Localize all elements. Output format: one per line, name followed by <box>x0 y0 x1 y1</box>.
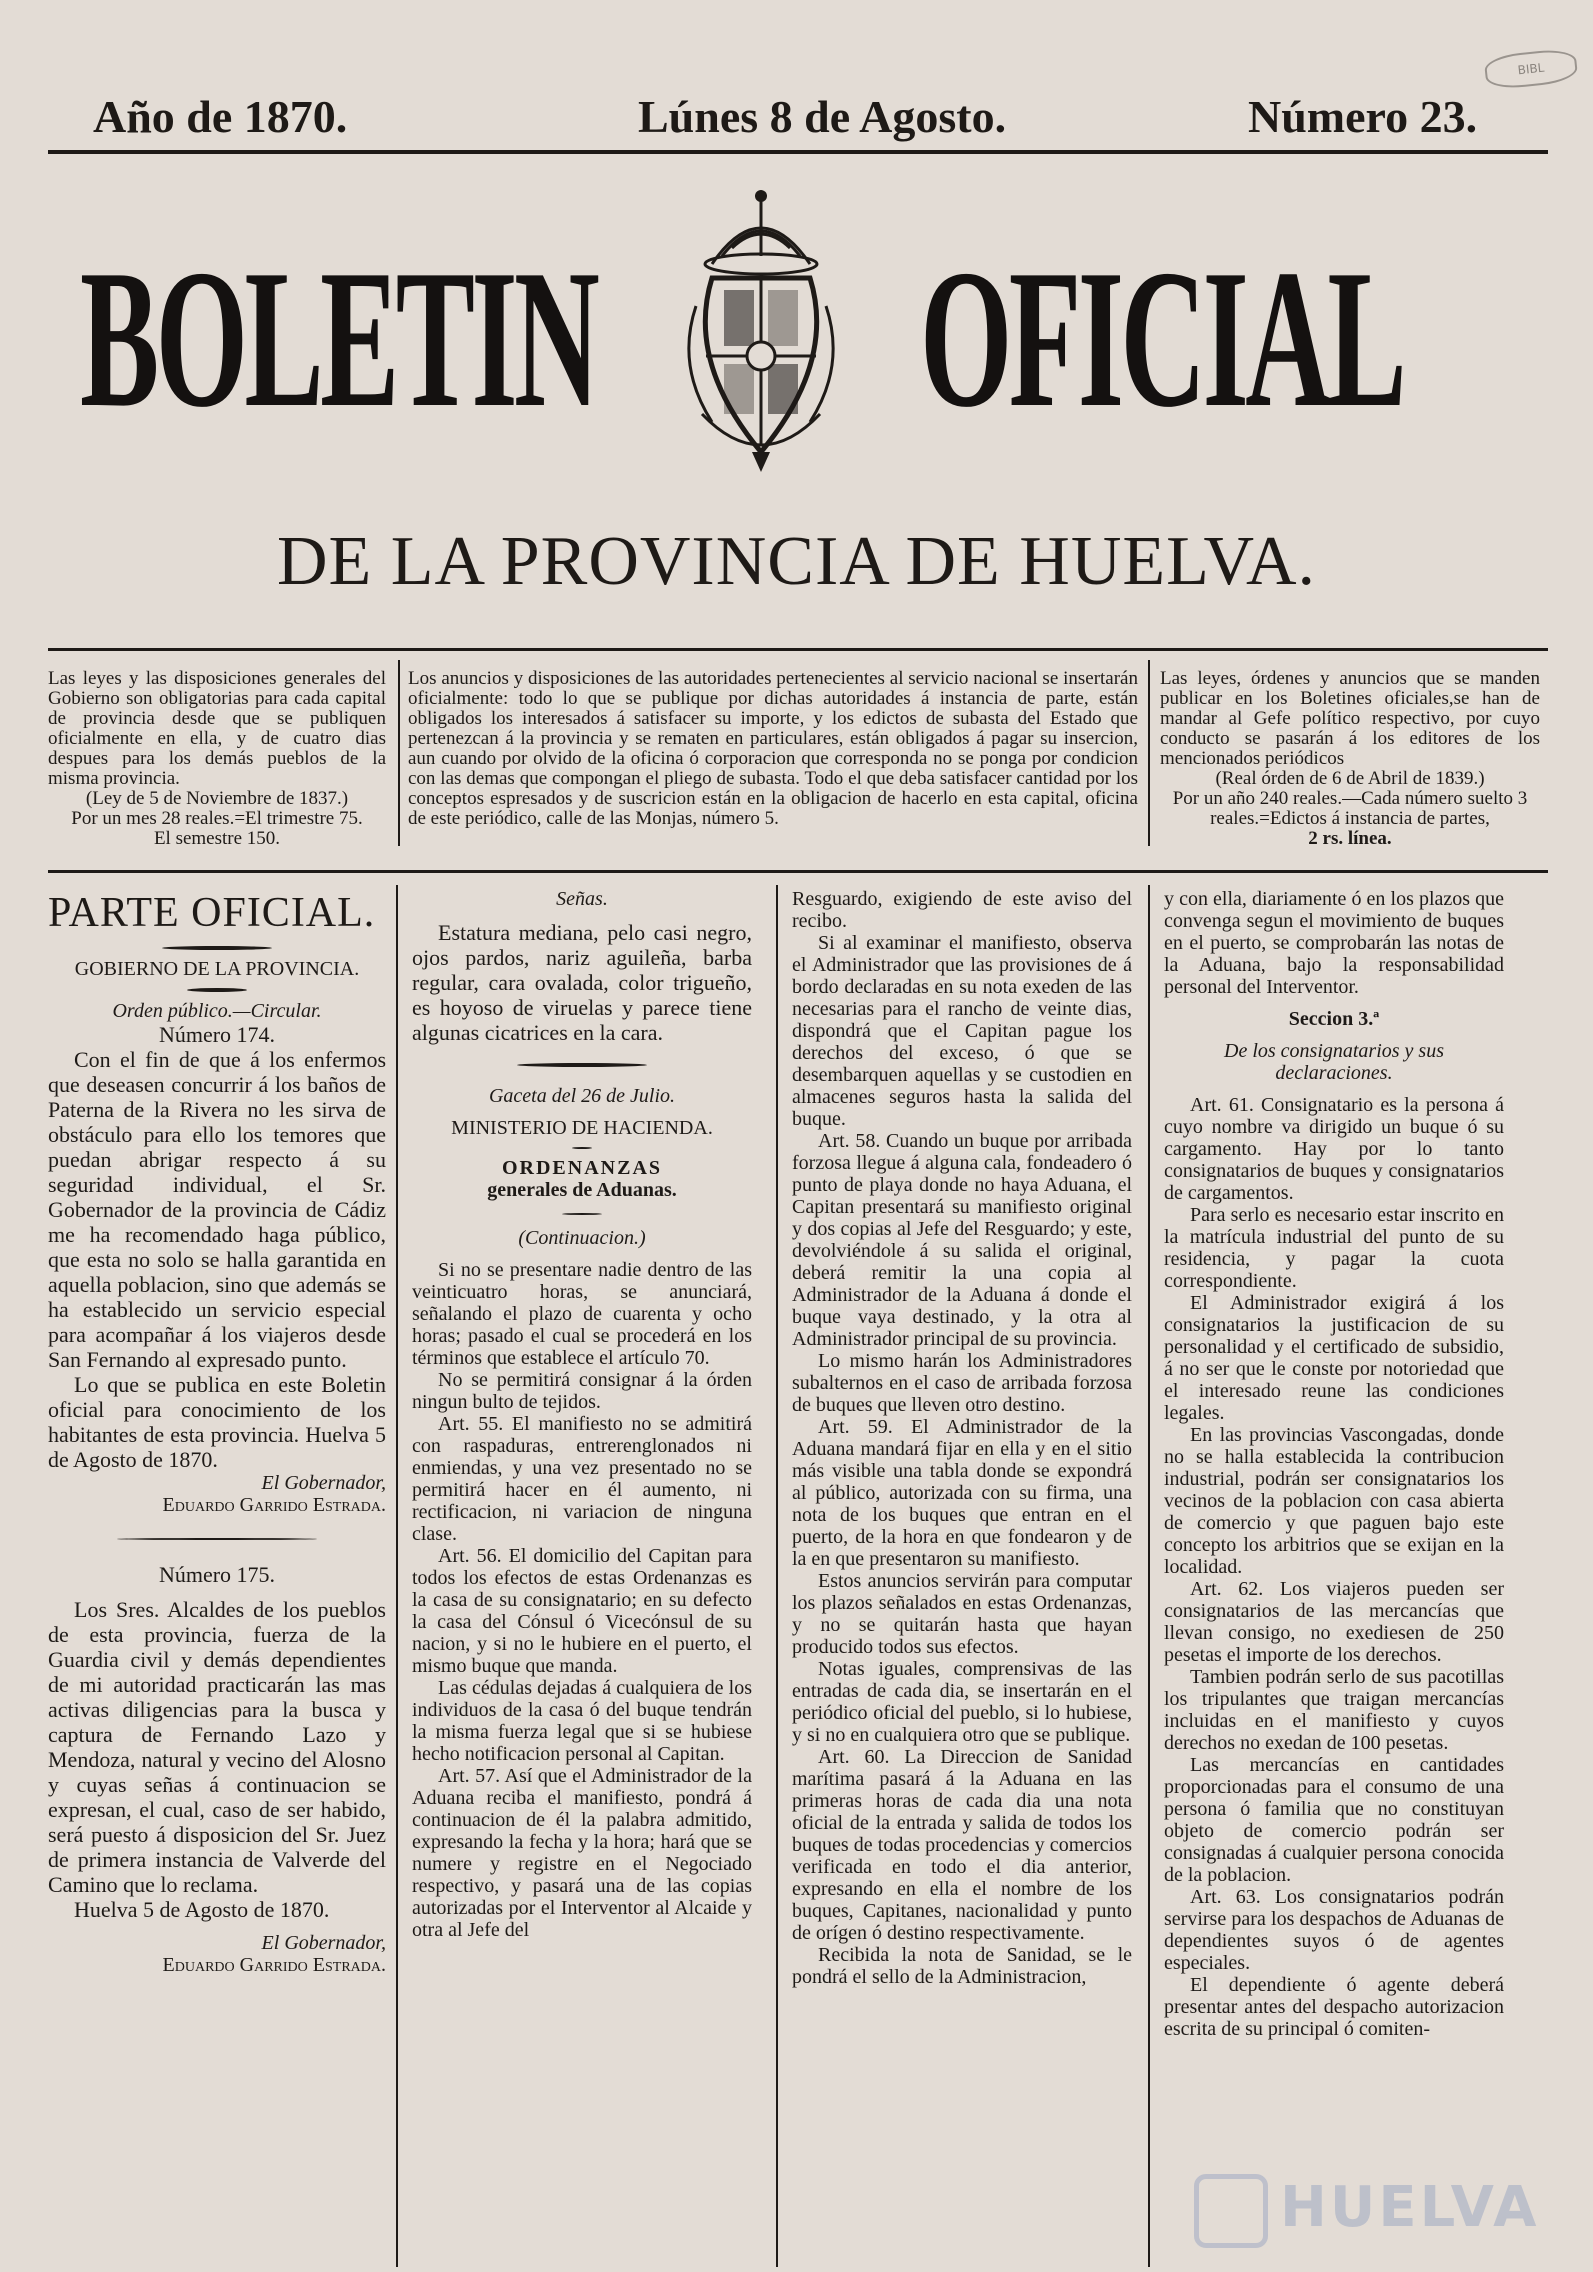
notice-left-text: Las leyes y las disposiciones generales del Gobierno son obligatorias para cada capital de provincia desde que se publiquen oficialmente en ella, y de cuatro dias despues para los demás pueblos de la misma provincia. <box>48 668 386 789</box>
notice-right-text: Las leyes, órdenes y anuncios que se manden publicar en los Boletines oficiales,se han de mandar al Gefe político respectivo, por cuyo conducto se pasarán á los editores de los mencionados periódicos <box>1160 668 1540 769</box>
numero-175: Número 175. <box>158 1562 276 1587</box>
circular-174-closing: Lo que se publica en este Boletin oficial para conocimiento de los habitantes de esta provincia. Huelva 5 de Agosto de 1870. <box>48 1372 386 1472</box>
circular-175-body: Los Sres. Alcaldes de los pueblos de esta provincia, fuerza de la Guardia civil y demás dependientes de mi autoridad practicarán las mas activas diligencias para la busca y captura de Fernando Lazo y Mendoza, natural y vecino del Alosno y cuyas señas á continuacion se expresan, el cual, caso de ser habido, será puesto á disposicion del Sr. Juez de primera instancia de Valverde del Camino que lo reclama. <box>48 1597 386 1897</box>
col4-paragraph: En las provincias Vascongadas, donde no se halla establecida la contribucion industrial, podrán ser consignatarios los vecinos de la poblacion con casa abierta de comercio y que paguen bajo este concepto los arbitrios que se exijan en la localidad. <box>1164 1424 1504 1578</box>
issue-number: Número 23. <box>1248 91 1478 142</box>
column-3 <box>792 888 1132 2268</box>
col2-paragraph: Si no se presentare nadie dentro de las veinticuatro horas, se anunciará, señalando el plazo de cuarenta y ocho horas; pasado el cual se procederá en los términos que establece el artículo 70. <box>412 1259 752 1369</box>
ornament-divider <box>517 1063 647 1067</box>
column-divider-1 <box>396 885 398 2267</box>
watermark-logo-icon <box>1194 2174 1268 2248</box>
notice-right-order: (Real órden de 6 de Abril de 1839.) <box>1215 768 1485 789</box>
notice-bottom-rule <box>48 870 1548 873</box>
circular-174-body: Con el fin de que á los enfermos que deseasen concurrir á los baños de Paterna de la Rivera no les sirva de obstáculo para ello los temores que puedan abrigar respecto á su seguridad individual, el Sr. Gobernador de la provincia de Cádiz me ha recomendado haga público, que esta no solo se halla garantida en aquella poblacion, sino que además se ha establecido un servicio especial para acompañar á los viajeros desde San Fernando al expresado punto. <box>48 1047 386 1372</box>
ordenanzas-heading: ORDENANZAS <box>501 1157 663 1179</box>
numero-174: Número 174. <box>158 1022 276 1047</box>
col3-paragraph: Notas iguales, comprensivas de las entradas de cada dia, se insertarán en el periódico oficial del pueblo, si lo hubiese, y si no en cualquiera otro que se publique. <box>792 1658 1132 1746</box>
col4-paragraph: Art. 63. Los consignatarios podrán servirse para los despachos de Aduanas de dependientes suyos ó de agentes especiales. <box>1164 1886 1504 1974</box>
signature-2: Eduardo Garrido Estrada. <box>162 1954 386 1976</box>
gaceta-heading: Gaceta del 26 de Julio. <box>488 1085 676 1107</box>
gobernador-title-1: El Gobernador, <box>261 1472 386 1494</box>
notice-left-semester: El semestre 150. <box>153 828 281 849</box>
ornament-divider <box>562 1213 602 1215</box>
ornament-divider <box>117 1538 317 1540</box>
col3-paragraph: Recibida la nota de Sanidad, se le pondrá el sello de la Administracion, <box>792 1944 1132 1988</box>
col4-paragraph: Tambien podrán serlo de sus pacotillas los tripulantes que traigan mercancías incluidas en el manifiesto y cuyos derechos no exedan de 100 pesetas. <box>1164 1666 1504 1754</box>
col2-paragraph: Art. 56. El domicilio del Capitan para todos los efectos de estas Ordenanzas es la casa de su consignatario; en su defecto la casa del Cónsul ó Vicecónsul de su nacion, y si no le hubiere en el puerto, el mismo buque que manda. <box>412 1545 752 1677</box>
masthead-oficial: OFICIAL <box>920 229 1404 448</box>
col3-paragraph: Art. 60. La Direccion de Sanidad marítima pasará á la Aduana en las primeras horas de cada dia una nota oficial de la entrada y salida de todos los buques de todas procedencias y comercios verificada en todo el dia anterior, expresando en ella el nombre de los buques, Capitanes, nacionalidad y punto de orígen ó destino respectivamente. <box>792 1746 1132 1944</box>
col4-paragraph: El dependiente ó agente deberá presentar antes del despacho autorizacion escrita de su principal ó comiten- <box>1164 1974 1504 2040</box>
issue-year: Año de 1870. <box>93 91 348 142</box>
dateline <box>48 90 1548 140</box>
notice-left-law: (Ley de 5 de Noviembre de 1837.) <box>85 788 349 809</box>
col3-paragraph: Resguardo, exigiendo de este aviso del recibo. <box>792 888 1132 932</box>
col4-paragraph: Para serlo es necesario estar inscrito en la matrícula industrial del punto de su residencia, y pagar la cuota correspondiente. <box>1164 1204 1504 1292</box>
ornament-divider <box>572 1147 592 1149</box>
notice-right <box>1160 669 1540 849</box>
col2-paragraph: Art. 57. Así que el Administrador de la Aduana reciba el manifiesto, pondrá á continuacion de él la palabra admitido, expresando la fecha y la hora; hará que se numere y registre en el Negociado respectivo, y pasará una de las copias autorizadas por el Interventor al Alcaide y otra al Jefe del <box>412 1765 752 1941</box>
notice-left <box>48 669 386 849</box>
notice-right-line-price: 2 rs. línea. <box>1308 828 1392 849</box>
notice-divider-1 <box>398 660 400 846</box>
gobernador-title-2: El Gobernador, <box>261 1932 386 1954</box>
issue-date: Lúnes 8 de Agosto. <box>638 91 1007 142</box>
col2-paragraph: Art. 55. El manifiesto no se admitirá con raspaduras, entrerenglonados ni enmiendas, y una vez presentado no se permitirá hacer en él aumento, ni rectificacion, ni variacion de ninguna clase. <box>412 1413 752 1545</box>
column-2 <box>412 888 752 2268</box>
notice-divider-2 <box>1148 660 1150 846</box>
col2-paragraph: Las cédulas dejadas á cualquiera de los individuos de la casa ó del buque tendrán la misma fuerza legal que si se hubiese hecho notificacion personal al Capitan. <box>412 1677 752 1765</box>
circular-175-date: Huelva 5 de Agosto de 1870. <box>74 1897 330 1922</box>
col4-paragraph: Art. 61. Consignatario es la persona á cuyo nombre va dirigido un buque ó su cargamento. Hay por lo tanto consignatarios de buques y consignatarios de cargamentos. <box>1164 1094 1504 1204</box>
continuacion-heading: (Continuacion.) <box>518 1227 646 1249</box>
column-divider-2 <box>776 885 778 2267</box>
col3-paragraph: Art. 58. Cuando un buque por arribada forzosa llegue á alguna cala, fondeadero ó punto de playa donde no haya Aduana, el Capitan presentará su manifiesto original y dos copias al Jefe del Resguardo; y este, devolviéndole á su salida el original, deberá remitir la una copia al Administrador de la Aduana á donde el buque vaya destinado, y la otra al Administrador principal de su provincia. <box>792 1130 1132 1350</box>
seccion-3-heading: Seccion 3.ª <box>1288 1008 1380 1030</box>
column-1 <box>48 888 386 2268</box>
coat-of-arms-icon <box>672 186 850 476</box>
col3-paragraph: Art. 59. El Administrador de la Aduana mandará fijar en ella y en el sitio más visible una tabla donde se expondrá al público, autorizada con su firma, una nota de los buques que entran en el puerto, de la hora en que fondearon y de la en que presentaron su manifiesto. <box>792 1416 1132 1570</box>
col4-paragraph: Art. 62. Los viajeros pueden ser consignatarios de las mercancías que llevan consigo, no exediesen de 250 pesetas el importe de los derechos. <box>1164 1578 1504 1666</box>
ornament-divider <box>187 988 247 992</box>
notice-top-rule <box>48 648 1548 651</box>
senas-description: Estatura mediana, pelo casi negro, ojos pardos, nariz aguileña, barba regular, cara ovalada, color trigueño, es hoyoso de viruelas y parece tiene algunas cicatrices en la cara. <box>412 920 752 1045</box>
col3-paragraph: Lo mismo harán los Administradores subalternos en el caso de arribada forzosa de buques que lleven otro destino. <box>792 1350 1132 1416</box>
parte-oficial-heading: PARTE OFICIAL. <box>48 890 376 936</box>
generales-heading: generales de Aduanas. <box>487 1179 677 1201</box>
notice-left-price: Por un mes 28 reales.=El trimestre 75. <box>71 808 363 829</box>
ornament-divider <box>162 946 272 950</box>
gobierno-heading: GOBIERNO DE LA PROVINCIA. <box>74 958 360 980</box>
column-divider-3 <box>1148 885 1150 2267</box>
col4-paragraph: El Administrador exigirá á los consignatarios la justificacion de su personalidad y el certificado de subsidio, á no ser que le conste por notoriedad que el interesado reune las condiciones legales. <box>1164 1292 1504 1424</box>
masthead-subtitle: DE LA PROVINCIA DE HUELVA. <box>276 523 1317 600</box>
col2-paragraph: No se permitirá consignar á la órden ningun bulto de tejidos. <box>412 1369 752 1413</box>
seccion-3-title: De los consignatarios y sus declaraciones. <box>1224 1040 1444 1084</box>
col3-paragraph: Estos anuncios servirán para computar los plazos señalados en estas Ordenanzas, y no se quitarán hasta que hayan producido todos sus efectos. <box>792 1570 1132 1658</box>
huelva-watermark <box>1194 2170 1540 2248</box>
orden-publico-heading: Orden público.—Circular. <box>112 1000 322 1022</box>
watermark-text: HUELVA <box>1280 2175 1540 2240</box>
col3-paragraph: Si al examinar el manifiesto, observa el Administrador que las provisiones de á bordo declaradas en su nota exeden de las necesarias para el rancho de veinte dias, dispondrá que el Capitan pague los derechos del exceso, ó que se desembarquen aquellas y se custodien en almacenes seguros hasta la salida del buque. <box>792 932 1132 1130</box>
masthead-boletin: BOLETIN <box>80 229 597 448</box>
notice-center-text: Los anuncios y disposiciones de las autoridades pertenecientes al servicio nacional se insertarán oficialmente: todo lo que se publique por dichas autoridades á instancia de parte, están obligados los interesados á satisfacer su importe, y los edictos de subasta del Estado que pertenezcan á la provincia y se rematen en particulares, están obligados á pagar su insercion, aun cuando por olvido de la oficina ó corporacion que corresponda no se ponga por condicion con las demas que compongan el pliego de subasta. Todo el que deba satisfacer cantidad por los conceptos espresados y de suscricion están en la obligacion de hacerlo en esta capital, oficina de este periódico, calle de las Monjas, número 5. <box>408 668 1138 829</box>
column-4 <box>1164 888 1504 2268</box>
col4-paragraph: Las mercancías en cantidades proporcionadas para el consumo de una persona ó familia que no constituyan objeto de comercio podrán ser consignadas á cualquier persona conocida de la poblacion. <box>1164 1754 1504 1886</box>
notice-center <box>408 669 1138 829</box>
signature-1: Eduardo Garrido Estrada. <box>162 1494 386 1516</box>
notice-right-price: Por un año 240 reales.—Cada número suelto 3 reales.=Edictos á instancia de partes, <box>1172 788 1528 829</box>
col4-intro: y con ella, diariamente ó en los plazos que convenga segun el movimiento de buques en el puerto, se comprobarán las notas de la Aduana, bajo la responsabilidad personal del Interventor. <box>1164 888 1504 998</box>
senas-heading: Señas. <box>556 888 608 910</box>
dateline-rule <box>48 150 1548 154</box>
ministerio-heading: MINISTERIO DE HACIENDA. <box>451 1117 713 1139</box>
library-stamp: BIBL <box>1483 47 1578 90</box>
